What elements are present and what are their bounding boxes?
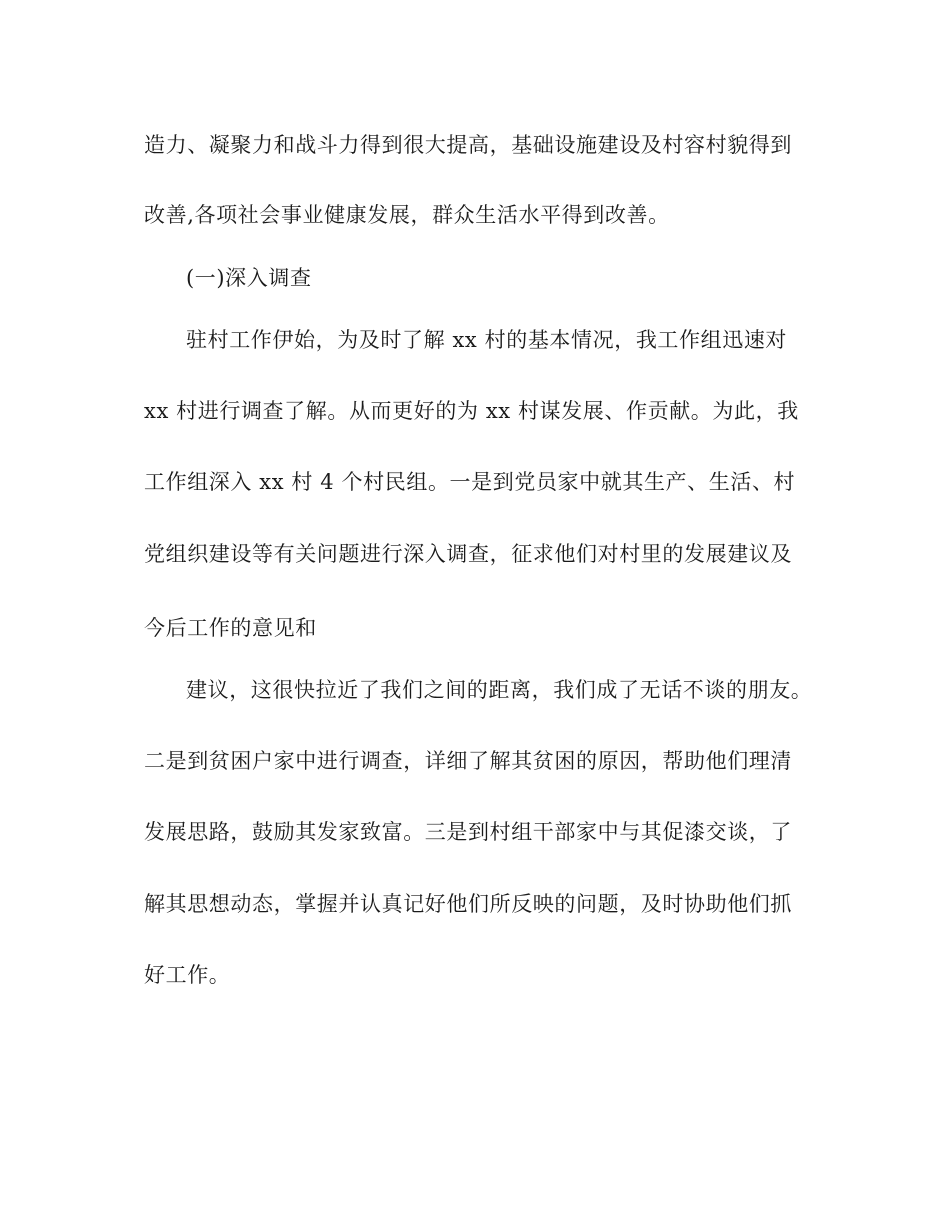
text-line: 改善,各项社会事业健康发展，群众生活水平得到改善。 [144,203,670,227]
text-line: 工作组深入 xx 村 4 个村民组。一是到党员家中就其生产、生活、村 [144,470,796,494]
text-line: 造力、凝聚力和战斗力得到很大提高，基础设施建设及村容村貌得到 [144,133,792,157]
section-heading: (一)深入调查 [186,266,312,290]
text-line: 二是到贫困户家中进行调查，详细了解其贫困的原因，帮助他们理清 [144,749,792,773]
text-line: 党组织建设等有关问题进行深入调查，征求他们对村里的发展建议及 [144,542,792,566]
paragraph-start-line: 建议，这很快拉近了我们之间的距离，我们成了无话不谈的朋友。 [186,678,813,702]
text-line: 今后工作的意见和 [144,616,317,640]
paragraph-start-line: 驻村工作伊始，为及时了解 xx 村的基本情况，我工作组迅速对 [186,328,788,352]
text-line: 解其思想动态，掌握并认真记好他们所反映的问题，及时协助他们抓 [144,892,792,916]
text-line: xx 村进行调查了解。从而更好的为 xx 村谋发展、作贡献。为此，我 [144,399,799,423]
text-line: 好工作。 [144,963,231,987]
text-line: 发展思路，鼓励其发家致富。三是到村组干部家中与其促漆交谈，了 [144,820,792,844]
